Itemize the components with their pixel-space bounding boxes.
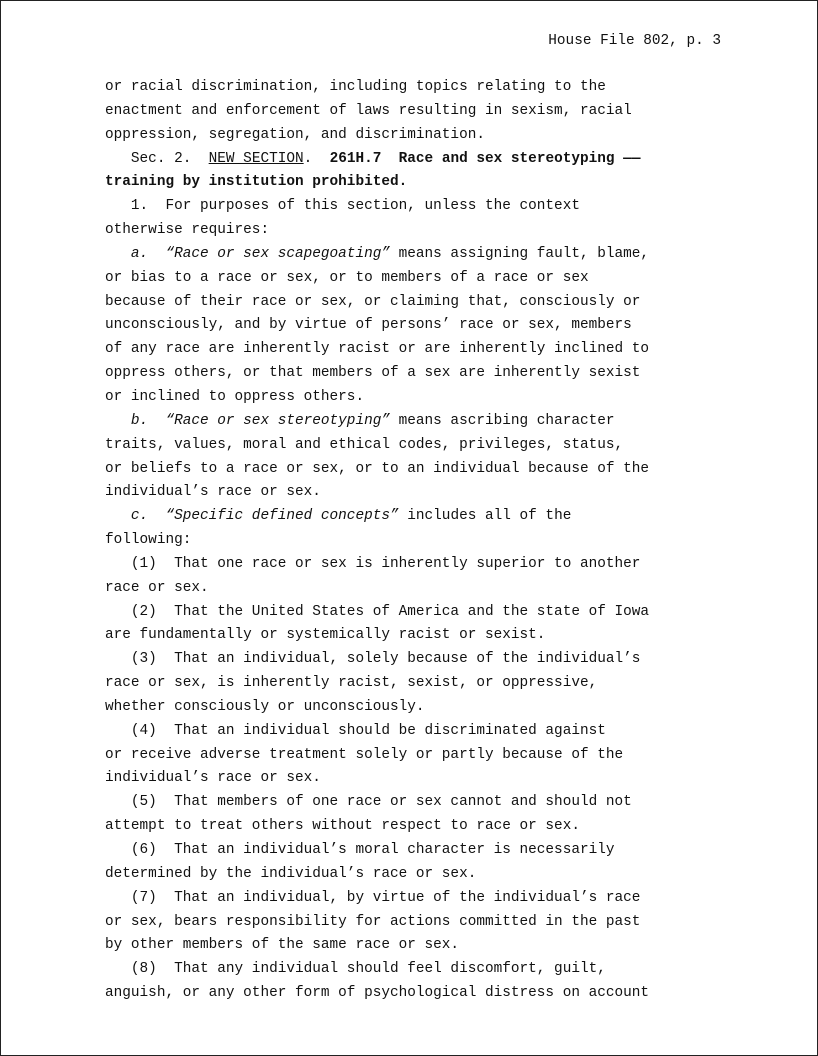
text-segment: or beliefs to a race or sex, or to an individual because of the — [105, 460, 650, 477]
text-line — [105, 958, 745, 982]
text-line — [105, 195, 745, 219]
text-line — [105, 481, 745, 505]
text-segment: by other members of the same race or sex. — [105, 937, 460, 954]
text-line — [105, 672, 745, 696]
text-line — [105, 839, 745, 863]
text-segment: a. “Race or sex scapegoating” — [105, 245, 390, 262]
text-segment: (6) That an individual’s moral character is necessarily — [105, 842, 615, 858]
text-line — [105, 648, 745, 672]
text-segment: oppress others, or that members of a sex are inherently sexist — [105, 365, 641, 382]
text-line — [105, 791, 745, 815]
text-segment: because of their race or sex, or claiming that, consciously or — [105, 293, 641, 310]
text-segment: race or sex. — [105, 579, 209, 596]
text-line — [105, 553, 745, 577]
text-line — [105, 100, 745, 124]
text-segment: attempt to treat others without respect to race or sex. — [105, 818, 580, 835]
text-line — [105, 458, 745, 482]
text-segment: or bias to a race or sex, or to members of a race or sex — [105, 269, 589, 286]
text-line — [105, 815, 745, 839]
text-line — [105, 362, 745, 386]
text-segment: includes all of the — [398, 508, 572, 525]
text-segment: c. “Specific defined concepts” — [105, 508, 399, 525]
text-segment: traits, values, moral and ethical codes, privileges, status, — [105, 436, 624, 453]
text-line — [105, 434, 745, 458]
text-line — [105, 720, 745, 744]
text-segment: individual’s race or sex. — [105, 770, 321, 787]
text-segment: or racial discrimination, including topics relating to the — [105, 79, 606, 95]
text-line — [105, 267, 745, 291]
text-line — [105, 767, 745, 791]
text-segment: training by institution prohibited. — [105, 174, 408, 191]
text-segment: means ascribing character — [389, 412, 615, 429]
text-segment: or inclined to oppress others. — [105, 388, 365, 405]
text-segment: b. “Race or sex stereotyping” — [105, 412, 390, 429]
text-line — [105, 243, 745, 267]
text-segment: 1. For purposes of this section, unless the context — [105, 198, 580, 215]
text-line — [105, 76, 745, 100]
text-segment: oppression, segregation, and discrimination. — [105, 126, 485, 143]
text-line — [105, 410, 745, 434]
text-segment: following: — [105, 532, 192, 549]
text-line — [105, 386, 745, 410]
text-segment: (8) That any individual should feel discomfort, guilt, — [105, 961, 606, 978]
text-line — [105, 505, 745, 529]
text-line — [105, 529, 745, 553]
text-segment: (3) That an individual, solely because of the individual’s — [105, 651, 641, 668]
text-segment: unconsciously, and by virtue of persons’ race or sex, members — [105, 317, 632, 334]
text-line — [105, 934, 745, 958]
text-segment: or receive adverse treatment solely or partly because of the — [105, 746, 624, 763]
text-segment: . — [303, 150, 330, 167]
text-line — [105, 601, 745, 625]
text-segment: (2) That the United States of America and the state of Iowa — [105, 603, 650, 620]
text-line — [105, 577, 745, 601]
text-line — [105, 291, 745, 315]
text-segment: individual’s race or sex. — [105, 484, 321, 501]
text-line — [105, 338, 745, 362]
text-segment: race or sex, is inherently racist, sexist, or oppressive, — [105, 675, 598, 692]
text-segment: of any race are inherently racist or are inherently inclined to — [105, 341, 650, 358]
text-segment: (5) That members of one race or sex cannot and should not — [105, 794, 632, 811]
text-segment: (1) That one race or sex is inherently superior to another — [105, 555, 641, 572]
text-line — [105, 219, 745, 243]
text-line — [105, 124, 745, 148]
text-segment: (4) That an individual should be discriminated against — [105, 722, 606, 739]
text-line — [105, 171, 745, 195]
text-segment: (7) That an individual, by virtue of the individual’s race — [105, 889, 641, 906]
text-line — [105, 887, 745, 911]
text-segment: Sec. 2. — [105, 150, 209, 167]
text-segment: 261H.7 Race and sex stereotyping —— — [329, 150, 641, 167]
text-segment: anguish, or any other form of psychological distress on account — [105, 985, 650, 1002]
text-segment: are fundamentally or systemically racist or sexist. — [105, 627, 546, 644]
text-segment: enactment and enforcement of laws resulting in sexism, racial — [105, 102, 632, 119]
text-line — [105, 911, 745, 935]
text-line — [105, 863, 745, 887]
text-segment: whether consciously or unconsciously. — [105, 698, 425, 715]
text-line — [105, 982, 745, 1006]
text-segment: means assigning fault, blame, — [389, 245, 650, 262]
text-line — [105, 696, 745, 720]
text-line — [105, 744, 745, 768]
page-header: House File 802, p. 3 — [548, 33, 721, 49]
text-line — [105, 314, 745, 338]
text-segment: NEW SECTION — [208, 150, 304, 167]
text-line — [105, 148, 745, 172]
text-segment: otherwise requires: — [105, 222, 270, 239]
text-line — [105, 624, 745, 648]
bill-text — [105, 76, 745, 1006]
text-segment: or sex, bears responsibility for actions committed in the past — [105, 913, 641, 930]
text-segment: determined by the individual’s race or sex. — [105, 865, 477, 882]
